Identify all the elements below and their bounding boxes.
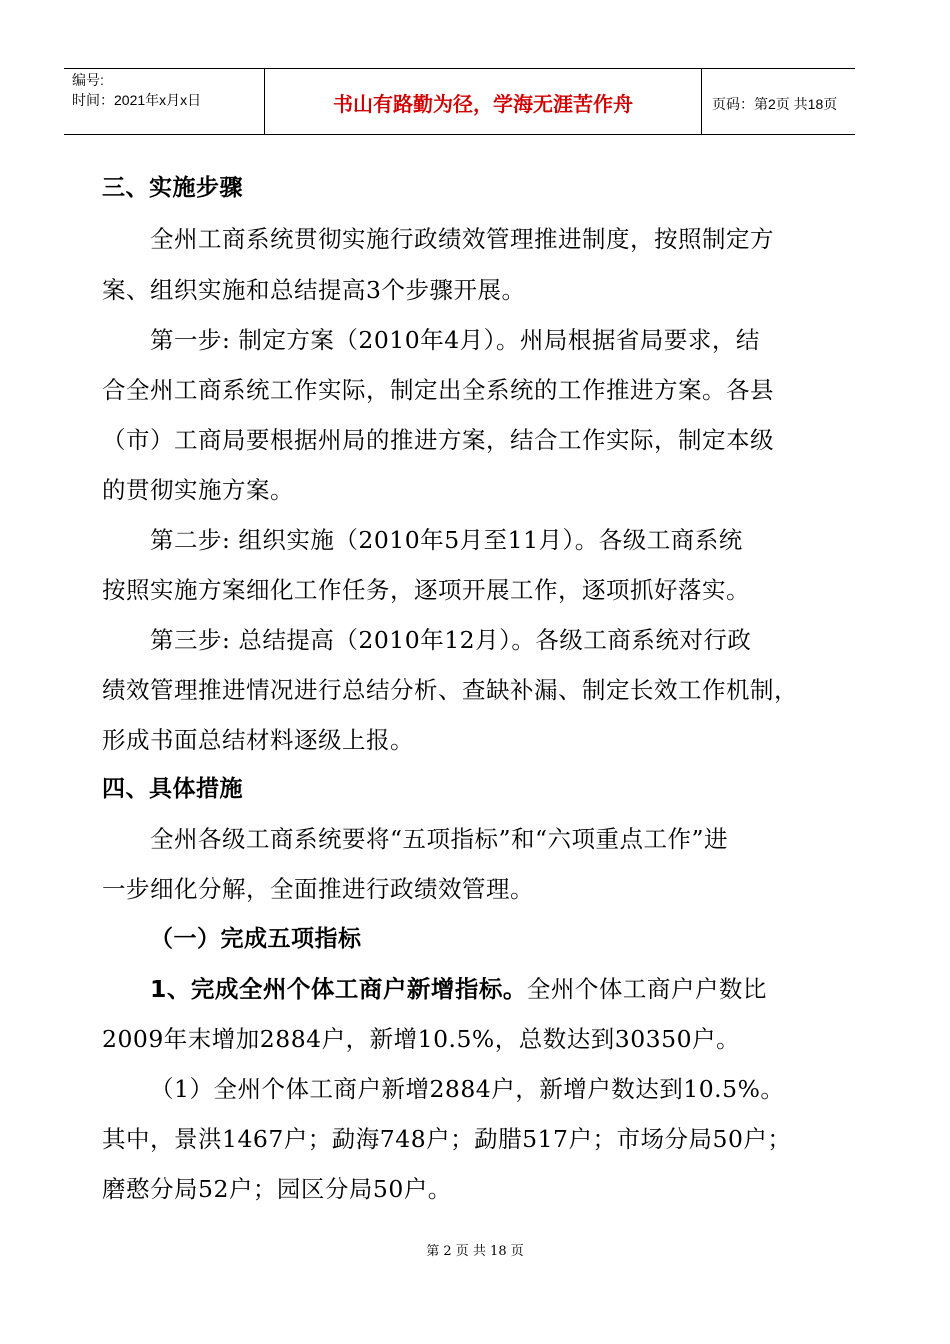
header-page-number: 页码：第2页 共18页 — [712, 96, 838, 112]
paragraph-line: 第二步: 组织实施（2010年5月至11月）。各级工商系统 — [150, 526, 743, 554]
document-code-label: 编号: — [72, 72, 104, 88]
item-heading-bold: 1、完成全州个体工商户新增指标。 — [150, 975, 527, 1003]
paragraph-line: 合全州工商系统工作实际，制定出全系统的工作推进方案。各县 — [102, 376, 774, 404]
paragraph-line: 第一步: 制定方案（2010年4月）。州局根据省局要求，结 — [150, 326, 760, 354]
section-title-3: 三、实施步骤 — [102, 175, 243, 201]
header-info-cell — [64, 69, 264, 134]
paragraph-line: 按照实施方案细化工作任务，逐项开展工作，逐项抓好落实。 — [102, 576, 750, 604]
paragraph-line: 其中，景洪1467户；勐海748户；勐腊517户；市场分局50户； — [102, 1125, 792, 1153]
section-title-4: 四、具体措施 — [102, 776, 243, 802]
paragraph-line: （1）全州个体工商户新增2884户，新增户数达到10.5%。 — [150, 1075, 785, 1103]
paragraph-line: 形成书面总结材料逐级上报。 — [102, 726, 414, 754]
document-header — [64, 68, 855, 135]
subsection-title: （一）完成五项指标 — [150, 926, 362, 952]
document-time-label: 时间：2021年x月x日 — [72, 92, 202, 108]
paragraph-line: 磨憨分局52户；园区分局50户。 — [102, 1175, 452, 1203]
paragraph-line: （市）工商局要根据州局的推进方案，结合工作实际，制定本级 — [102, 426, 774, 454]
paragraph-line: 2009年末增加2884户，新增10.5%，总数达到30350户。 — [102, 1025, 741, 1053]
paragraph-line: 全州各级工商系统要将“五项指标”和“六项重点工作”进 — [150, 825, 729, 853]
item-heading-rest: 全州个体工商户户数比 — [526, 975, 767, 1003]
page-footer: 第 2 页 共 18 页 — [426, 1244, 524, 1259]
header-page-cell — [702, 69, 855, 134]
paragraph-line: 的贯彻实施方案。 — [102, 476, 294, 504]
item-heading-line — [150, 974, 767, 1004]
header-motto: 书山有路勤为径，学海无涯苦作舟 — [333, 92, 633, 116]
paragraph-line: 案、组织实施和总结提高3个步骤开展。 — [102, 276, 526, 304]
paragraph-line: 绩效管理推进情况进行总结分析、查缺补漏、制定长效工作机制， — [102, 676, 798, 704]
header-motto-cell — [264, 69, 702, 134]
paragraph-line: 一步细化分解，全面推进行政绩效管理。 — [102, 875, 534, 903]
paragraph-line: 全州工商系统贯彻实施行政绩效管理推进制度，按照制定方 — [150, 225, 774, 253]
paragraph-line: 第三步: 总结提高（2010年12月）。各级工商系统对行政 — [150, 626, 752, 654]
